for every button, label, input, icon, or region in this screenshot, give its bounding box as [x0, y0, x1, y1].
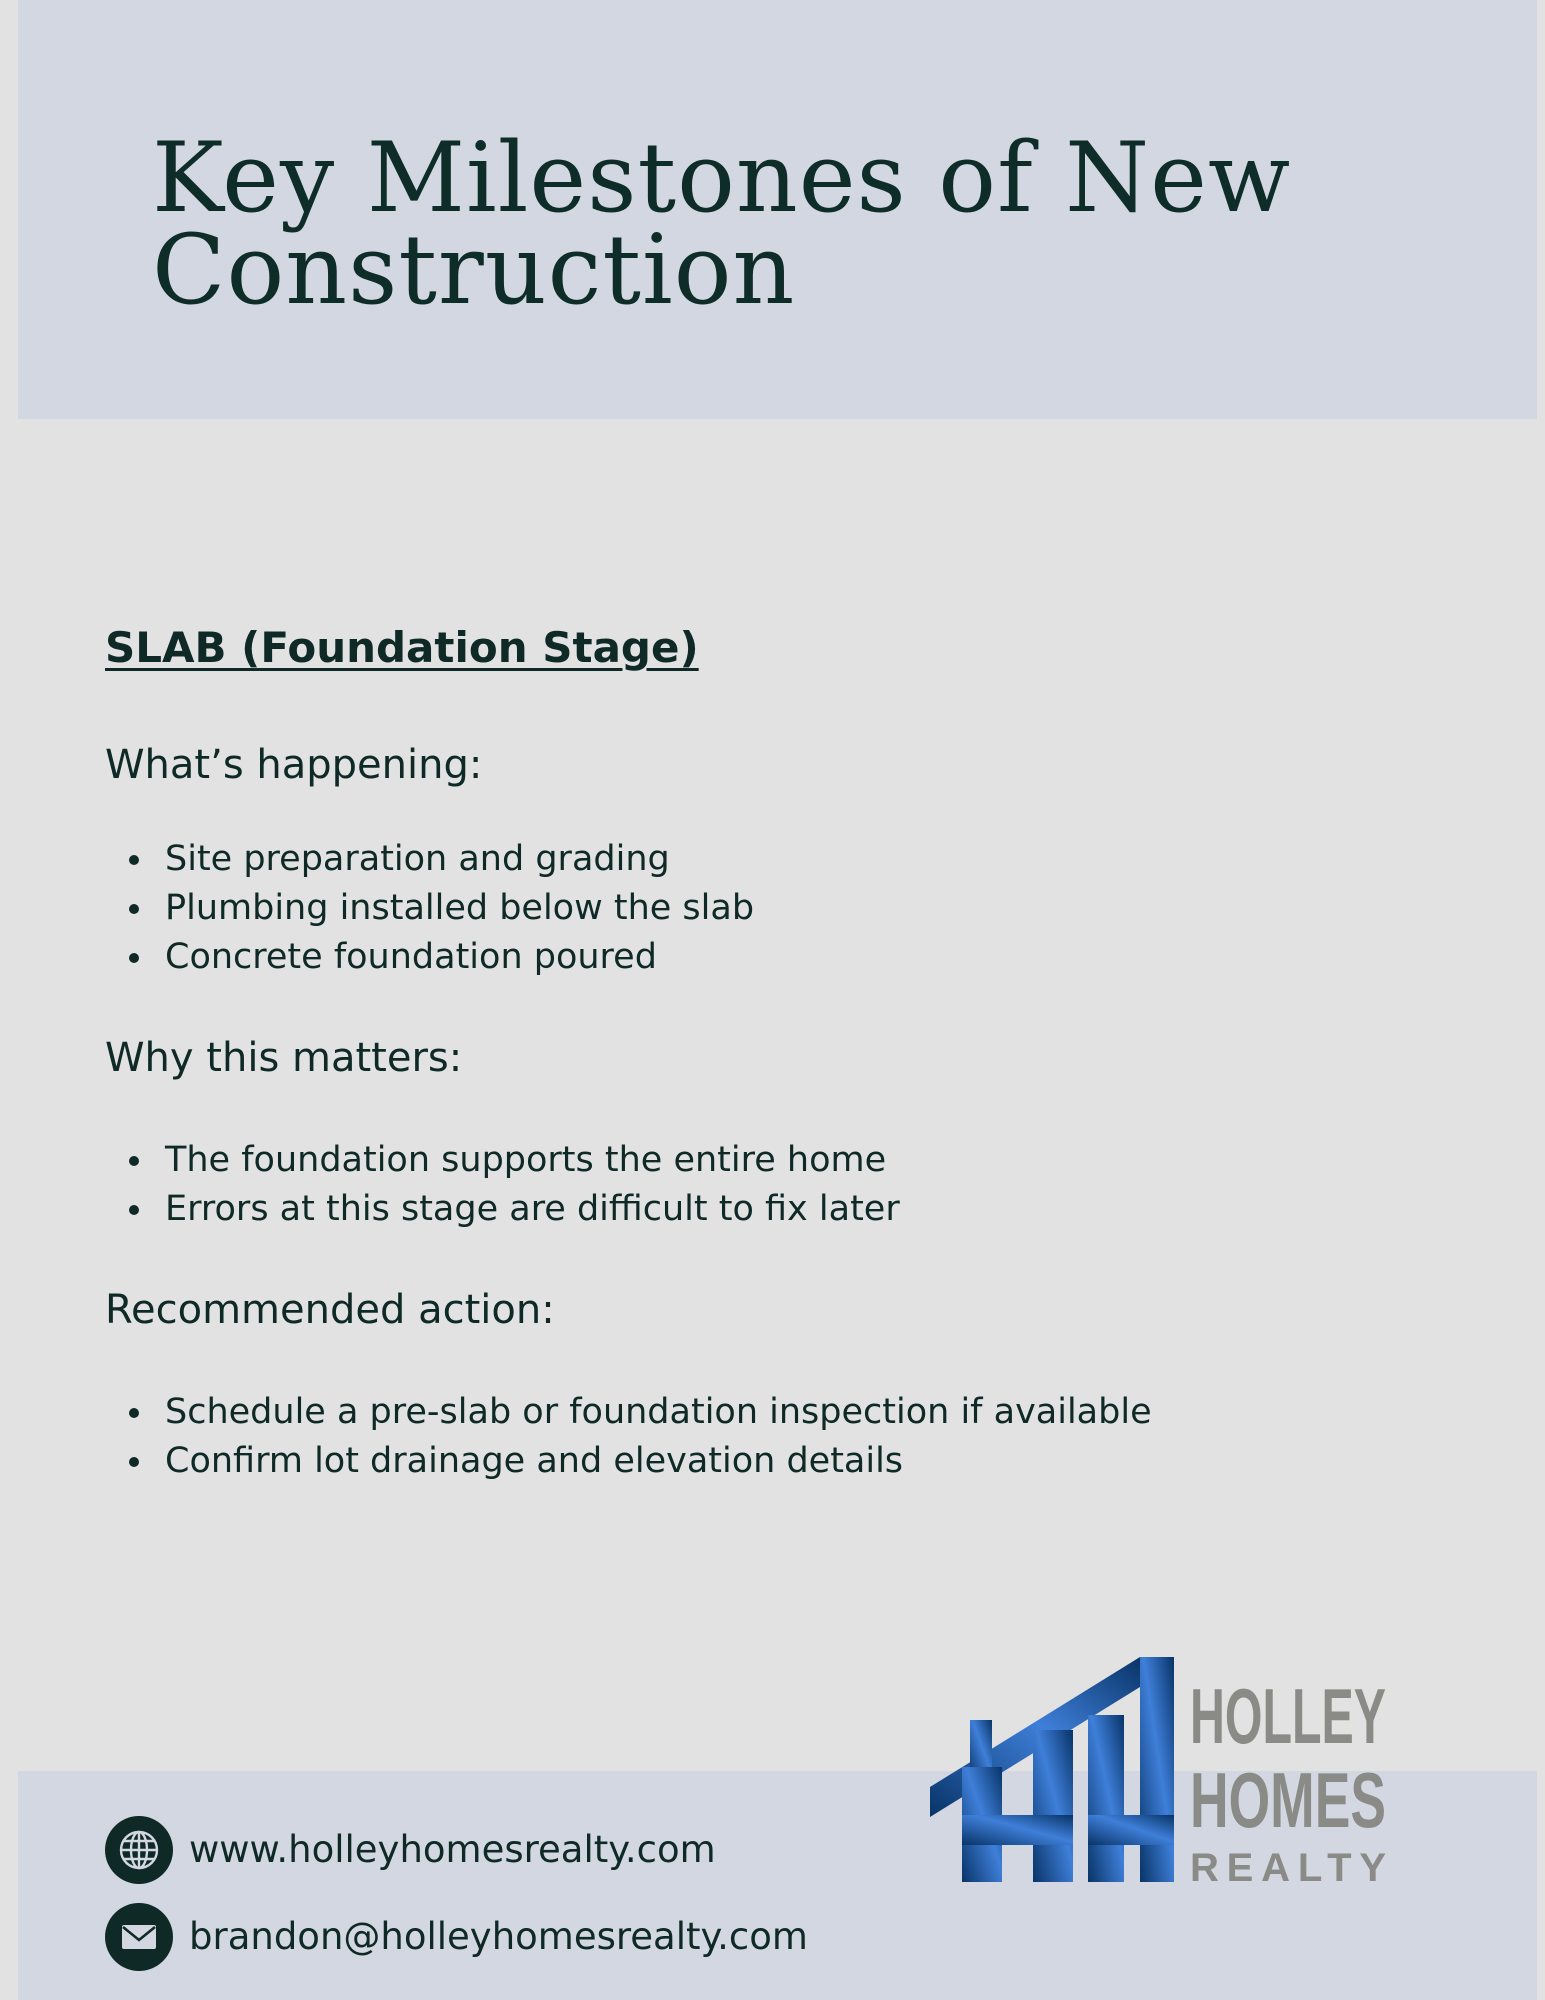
bullet-list-recommended-action [105, 1388, 1152, 1486]
section-title: SLAB (Foundation Stage) [105, 623, 699, 672]
house-hh-icon [930, 1657, 1174, 1882]
subhead-whats-happening: What’s happening: [105, 742, 483, 788]
list-item: The foundation supports the entire home [165, 1136, 900, 1185]
envelope-icon [105, 1903, 173, 1971]
list-item: Schedule a pre-slab or foundation inspection if available [165, 1388, 1152, 1437]
list-item: Errors at this stage are difficult to fix later [165, 1185, 900, 1234]
logo-line-holley: HOLLEY [1190, 1672, 1386, 1760]
logo-line-homes: HOMES [1190, 1756, 1386, 1844]
page-title: Key Milestones of New Construction [152, 122, 1292, 326]
email-contact[interactable] [105, 1903, 808, 1971]
subhead-recommended-action: Recommended action: [105, 1287, 555, 1333]
list-item: Plumbing installed below the slab [165, 884, 754, 933]
subhead-why-this-matters: Why this matters: [105, 1035, 463, 1081]
bullet-list-why-this-matters [105, 1136, 900, 1234]
website-contact[interactable] [105, 1816, 716, 1884]
website-link[interactable]: www.holleyhomesrealty.com [189, 1828, 716, 1871]
holley-homes-realty-logo [928, 1655, 1408, 1890]
globe-icon [105, 1816, 173, 1884]
logo-line-realty: REALTY [1190, 1846, 1386, 1890]
list-item: Site preparation and grading [165, 835, 754, 884]
email-link[interactable]: brandon@holleyhomesrealty.com [189, 1915, 808, 1958]
list-item: Confirm lot drainage and elevation details [165, 1437, 1152, 1486]
bullet-list-whats-happening [105, 835, 754, 982]
list-item: Concrete foundation poured [165, 933, 754, 982]
